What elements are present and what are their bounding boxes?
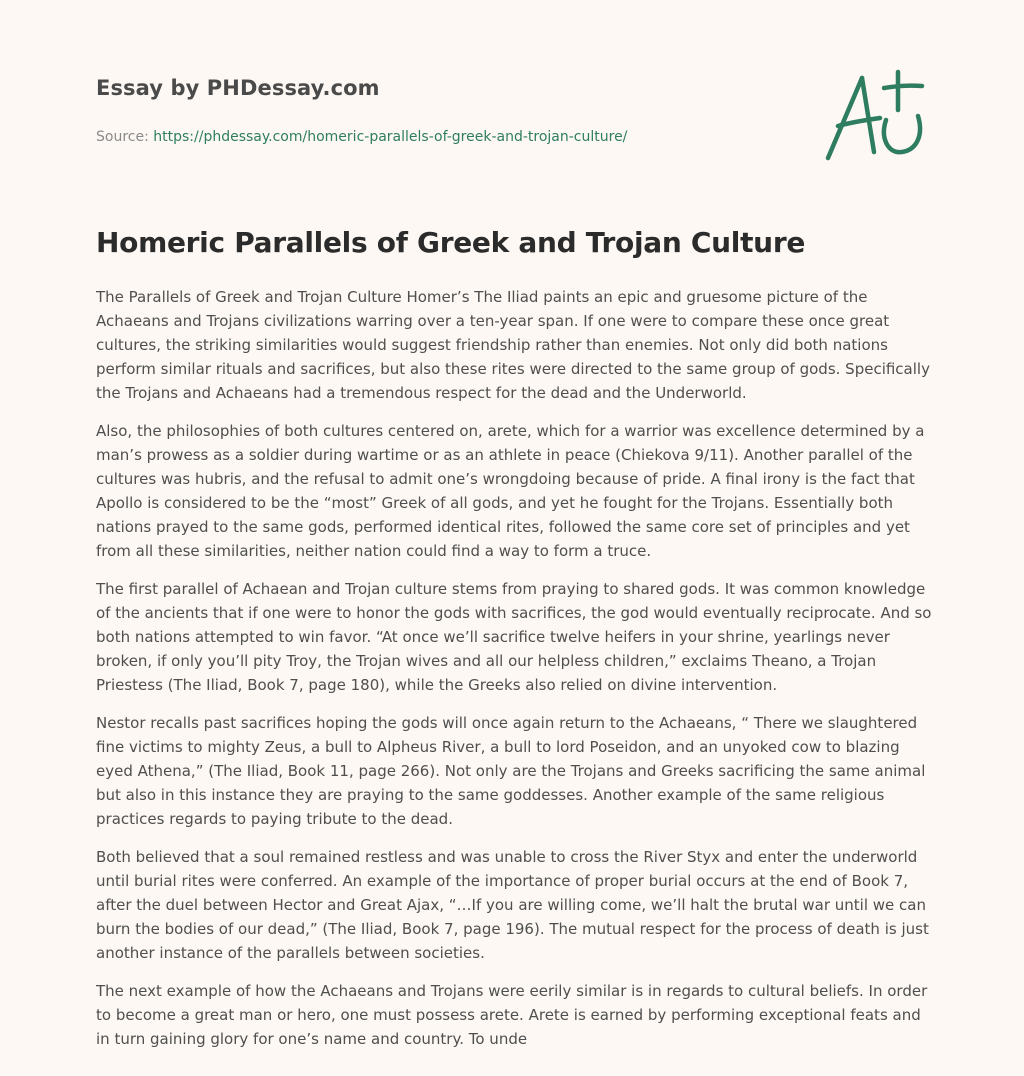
source-link[interactable]: https://phdessay.com/homeric-parallels-of-greek-and-trojan-culture/ <box>153 129 628 145</box>
essay-body <box>96 285 936 1065</box>
essay-header <box>96 76 796 145</box>
source-line <box>96 129 796 145</box>
site-brand: Essay by PHDessay.com <box>96 76 380 100</box>
essay-paragraph: The Parallels of Greek and Trojan Culture Homer’s The Iliad paints an epic and gruesome picture of the Achaeans and Trojans civilizations warring over a ten-year span. If one were to compare these once great cultures, the striking similarities would suggest friendship rather than enemies. Not only did both nations perform similar rituals and sacrifices, but also these rites were directed to the same group of gods. Specifically the Trojans and Achaeans had a tremendous respect for the dead and the Underworld. <box>96 288 930 402</box>
essay-paragraph: The first parallel of Achaean and Trojan culture stems from praying to shared gods. It was common knowledge of the ancients that if one were to honor the gods with sacrifices, the god would eventually reciprocate. And so both nations attempted to win favor. “At once we’ll sacrifice twelve heifers in your shrine, yearlings never broken, if only you’ll pity Troy, the Trojan wives and all our helpless children,” exclaims Theano, a Trojan Priestess (The Iliad, Book 7, page 180), while the Greeks also relied on divine intervention. <box>96 580 932 694</box>
a-plus-logo <box>820 66 932 166</box>
essay-paragraph: The next example of how the Achaeans and Trojans were eerily similar is in regards to cultural beliefs. In order to become a great man or hero, one must possess arete. Arete is earned by performing exceptional feats and in turn gaining glory for one’s name and country. To unde <box>96 982 928 1048</box>
essay-paragraph: Both believed that a soul remained restless and was unable to cross the River Styx and enter the underworld until burial rites were conferred. An example of the importance of proper burial occurs at the end of Book 7, after the duel between Hector and Great Ajax, “…If you are willing come, we’ll halt the brutal war until we can burn the bodies of our dead,” (The Iliad, Book 7, page 196). The mutual respect for the process of death is just another instance of the parallels between societies. <box>96 848 929 962</box>
essay-paragraph: Also, the philosophies of both cultures centered on, arete, which for a warrior was excellence determined by a man’s prowess as a soldier during wartime or as an athlete in peace (Chiekova 9/11). Another parallel of the cultures was hubris, and the refusal to admit one’s wrongdoing because of pride. A final irony is the fact that Apollo is considered to be the “most” Greek of all gods, and yet he fought for the Trojans. Essentially both nations prayed to the same gods, performed identical rites, followed the same core set of principles and yet from all these similarities, neither nation could find a way to form a truce. <box>96 422 925 560</box>
source-label: Source: <box>96 129 154 145</box>
essay-title: Homeric Parallels of Greek and Trojan Culture <box>96 226 806 259</box>
essay-paragraph: Nestor recalls past sacrifices hoping the gods will once again return to the Achaeans, “ There we slaughtered fine victims to mighty Zeus, a bull to Alpheus River, a bull to lord Poseidon, and an unyoked cow to blazing eyed Athena,” (The Iliad, Book 11, page 266). Not only are the Trojans and Greeks sacrificing the same animal but also in this instance they are praying to the same goddesses. Another example of the same religious practices regards to paying tribute to the dead. <box>96 714 926 828</box>
